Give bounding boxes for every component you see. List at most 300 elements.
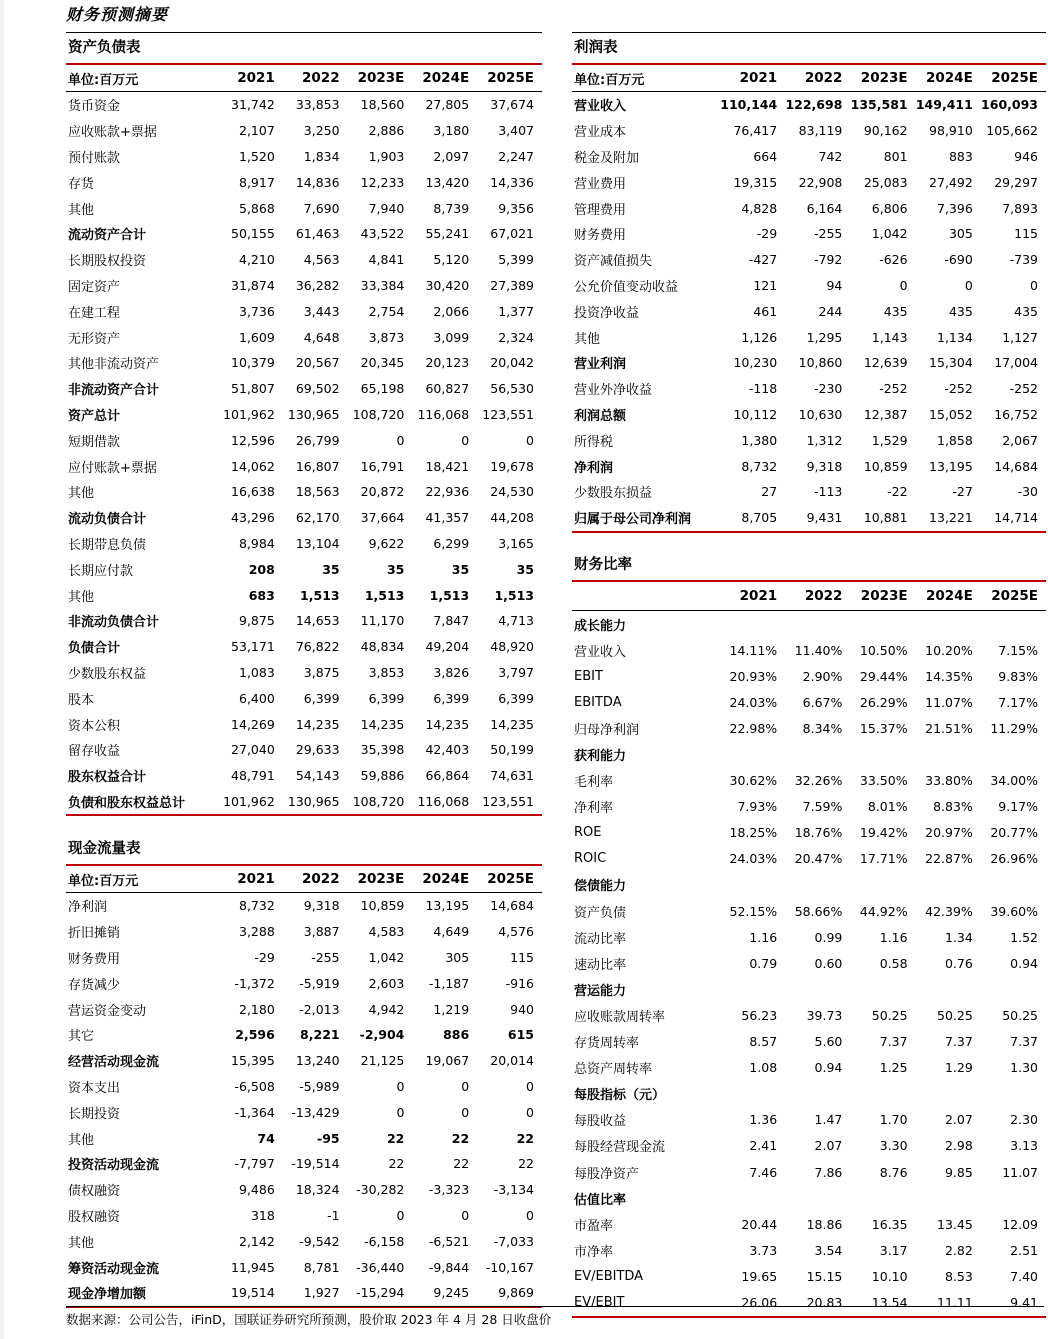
row-label: 长期带息负债 <box>68 537 147 553</box>
year-header: 2025E <box>477 866 542 893</box>
value-cell: 20,872 <box>360 484 405 500</box>
value-cell: 435 <box>948 303 973 319</box>
year-header: 2021 <box>720 65 785 92</box>
value-cell: 14,336 <box>490 174 534 190</box>
year-header: 2022 <box>785 582 850 611</box>
value-cell: 10.10 <box>871 1268 908 1284</box>
value-cell: -230 <box>814 381 843 397</box>
value-cell: -36,440 <box>356 1259 405 1275</box>
value-cell: 8,917 <box>239 174 275 190</box>
value-cell: 18.76% <box>794 825 843 841</box>
value-cell: 13.45 <box>937 1216 973 1232</box>
row-label: 非流动资产合计 <box>68 383 160 399</box>
value-cell: 13,420 <box>425 174 470 190</box>
value-cell: 61,463 <box>295 226 340 242</box>
row-label: EBIT <box>574 668 603 684</box>
value-cell: 13,195 <box>929 458 973 474</box>
value-cell: 1,295 <box>806 329 843 345</box>
value-cell: 16,807 <box>295 458 340 474</box>
value-cell: 14,714 <box>994 510 1038 526</box>
value-cell: 83,119 <box>798 123 843 139</box>
value-cell: 11,945 <box>231 1259 275 1275</box>
row-label: 股权融资 <box>68 1209 121 1225</box>
value-cell: 3.73 <box>749 1242 778 1258</box>
row-label: 市净率 <box>574 1244 614 1260</box>
value-cell: 42,403 <box>425 742 470 758</box>
value-cell: -6,508 <box>234 1078 275 1094</box>
value-cell: 74 <box>257 1130 275 1146</box>
row-label: EV/EBITDA <box>574 1268 644 1284</box>
value-cell: 2,107 <box>239 123 275 139</box>
value-cell: -2,013 <box>299 1001 340 1017</box>
value-cell <box>981 1081 1046 1107</box>
value-cell: -118 <box>748 381 778 397</box>
value-cell <box>850 1081 915 1107</box>
value-cell: 6,806 <box>871 200 908 216</box>
row-label: 流动负债合计 <box>68 512 147 528</box>
value-cell: -1 <box>327 1207 340 1223</box>
row-label: 存货周转率 <box>574 1036 640 1052</box>
value-cell <box>720 976 785 1002</box>
value-cell: 62,170 <box>295 510 340 526</box>
row-label: 市盈率 <box>574 1218 614 1234</box>
value-cell: 15,052 <box>929 406 973 422</box>
value-cell: 135,581 <box>850 97 908 113</box>
year-header: 2023E <box>348 866 413 893</box>
value-cell: 6,399 <box>498 690 534 706</box>
value-cell: 22,908 <box>798 174 843 190</box>
value-cell: 6,399 <box>368 690 405 706</box>
value-cell: 4,576 <box>498 924 534 940</box>
row-label: 长期投资 <box>68 1106 121 1122</box>
value-cell: 10,881 <box>863 510 908 526</box>
row-label: 其它 <box>68 1029 95 1045</box>
row-label: 固定资产 <box>68 279 121 295</box>
value-cell: 1,042 <box>368 949 405 965</box>
value-cell: 35 <box>322 561 340 577</box>
value-cell: -252 <box>879 381 908 397</box>
value-cell: 5,399 <box>498 252 534 268</box>
value-cell: 3,873 <box>368 329 405 345</box>
value-cell <box>916 741 981 767</box>
value-cell: 0 <box>396 1104 405 1120</box>
row-label: 每股经营现金流 <box>574 1140 666 1156</box>
value-cell: 9.41 <box>1010 1294 1038 1310</box>
value-cell: 2.90% <box>802 668 843 684</box>
value-cell: 7.37 <box>1010 1034 1038 1050</box>
row-label: 财务费用 <box>574 228 627 244</box>
value-cell: 1,513 <box>494 587 534 603</box>
row-label: 存货减少 <box>68 977 121 993</box>
value-cell <box>916 1081 981 1107</box>
value-cell: -255 <box>814 226 843 242</box>
row-label: 短期借款 <box>68 434 121 450</box>
value-cell: 3.30 <box>879 1138 908 1154</box>
value-cell: 7.37 <box>944 1034 973 1050</box>
unit-label <box>572 582 720 611</box>
value-cell: 1,903 <box>368 148 405 164</box>
value-cell <box>720 1185 785 1211</box>
value-cell: 1,520 <box>239 148 275 164</box>
row-label: 折旧摊销 <box>68 926 121 942</box>
value-cell: 12,639 <box>863 355 908 371</box>
value-cell: 3,180 <box>433 123 470 139</box>
value-cell: 318 <box>250 1207 275 1223</box>
value-cell: 1.08 <box>749 1060 778 1076</box>
row-label: 其他 <box>68 1235 95 1251</box>
value-cell: 14,269 <box>231 716 275 732</box>
row-label: 营业费用 <box>574 176 627 192</box>
value-cell: 7,690 <box>303 200 340 216</box>
row-label: 负债和股东权益总计 <box>68 795 186 811</box>
value-cell: -19,514 <box>291 1156 340 1172</box>
value-cell <box>785 1081 850 1107</box>
value-cell: 123,551 <box>482 793 534 809</box>
value-cell: 48,920 <box>490 639 534 655</box>
value-cell: 29,633 <box>295 742 340 758</box>
value-cell: 6.67% <box>802 694 843 710</box>
value-cell: 18,324 <box>295 1182 340 1198</box>
value-cell: 98,910 <box>929 123 973 139</box>
value-cell: 305 <box>948 226 973 242</box>
value-cell: 11.07 <box>1002 1164 1038 1180</box>
value-cell: 0 <box>461 1078 470 1094</box>
year-header: 2024E <box>916 65 981 92</box>
value-cell: 2,754 <box>368 303 405 319</box>
year-header: 2024E <box>916 582 981 611</box>
value-cell: 18.25% <box>729 825 778 841</box>
value-cell: 22.98% <box>729 720 778 736</box>
section-label: 营运能力 <box>574 983 627 999</box>
value-cell <box>785 611 850 637</box>
value-cell: 1,927 <box>303 1285 340 1301</box>
row-label: 资本支出 <box>68 1080 121 1096</box>
value-cell: 2,886 <box>368 123 405 139</box>
value-cell: 14,235 <box>360 716 405 732</box>
value-cell: 1,380 <box>741 432 778 448</box>
value-cell: 37,664 <box>360 510 405 526</box>
row-label: 留存收益 <box>68 744 121 760</box>
row-label: 其他 <box>68 1132 95 1148</box>
value-cell: 8,221 <box>300 1027 340 1043</box>
value-cell: 9,356 <box>498 200 534 216</box>
value-cell: 8,732 <box>741 458 778 474</box>
value-cell: 1,083 <box>239 664 275 680</box>
value-cell: 1,126 <box>741 329 778 345</box>
row-label: 其他非流动资产 <box>68 357 160 373</box>
value-cell: 615 <box>507 1027 534 1043</box>
value-cell: 13.54 <box>871 1294 908 1310</box>
value-cell: 10,860 <box>798 355 843 371</box>
row-label: 其他 <box>68 589 95 605</box>
value-cell: -252 <box>1009 381 1038 397</box>
value-cell: 50,199 <box>490 742 534 758</box>
cash-flow-panel <box>66 834 542 1308</box>
value-cell: 7.17% <box>998 694 1038 710</box>
year-header: 2021 <box>218 65 283 92</box>
value-cell: 101,962 <box>223 793 275 809</box>
value-cell: 9,875 <box>239 613 275 629</box>
row-label: 非流动负债合计 <box>68 615 160 631</box>
value-cell: 16,752 <box>994 406 1038 422</box>
value-cell: 9,318 <box>303 898 340 914</box>
value-cell: 15,395 <box>231 1053 275 1069</box>
value-cell: 20,042 <box>490 355 534 371</box>
value-cell: 8.34% <box>802 720 843 736</box>
value-cell: 16,638 <box>231 484 275 500</box>
value-cell: 0 <box>396 1207 405 1223</box>
row-label: 流动比率 <box>574 931 627 947</box>
value-cell: 1,513 <box>429 587 470 603</box>
value-cell: 110,144 <box>720 97 778 113</box>
row-label: 现金净增加额 <box>68 1287 147 1303</box>
page-edge <box>0 0 4 1339</box>
value-cell: 108,720 <box>352 793 405 809</box>
row-label: 资本公积 <box>68 718 121 734</box>
year-header: 2023E <box>850 65 915 92</box>
value-cell: 1.25 <box>879 1060 908 1076</box>
value-cell: 18,563 <box>295 484 340 500</box>
value-cell: 121 <box>753 277 778 293</box>
row-label: 应收账款周转率 <box>574 1009 666 1025</box>
value-cell: 664 <box>753 148 778 164</box>
unit-label: 单位:百万元 <box>66 65 218 92</box>
row-label: 速动比率 <box>574 957 627 973</box>
value-cell: 20,345 <box>360 355 405 371</box>
value-cell: 3,250 <box>303 123 340 139</box>
value-cell: 50.25 <box>1002 1007 1038 1023</box>
value-cell: 11,170 <box>360 613 405 629</box>
row-label: 毛利率 <box>574 775 614 791</box>
value-cell: 65,198 <box>360 381 405 397</box>
value-cell: 39.73 <box>806 1007 843 1023</box>
row-label: 投资活动现金流 <box>68 1158 160 1174</box>
value-cell: 7,893 <box>1002 200 1038 216</box>
value-cell: 1,858 <box>937 432 973 448</box>
value-cell: 8.01% <box>867 799 908 815</box>
cash-flow-title: 现金流量表 <box>68 840 141 857</box>
row-label: 资产总计 <box>68 408 121 424</box>
value-cell: 33.50% <box>859 773 908 789</box>
value-cell: 32.26% <box>794 773 843 789</box>
value-cell: 0 <box>461 1104 470 1120</box>
value-cell: 10,859 <box>863 458 908 474</box>
value-cell: 4,942 <box>368 1001 405 1017</box>
value-cell: 1.47 <box>814 1112 843 1128</box>
row-label: 应收账款+票据 <box>68 125 157 141</box>
value-cell: 7.37 <box>879 1034 908 1050</box>
value-cell: 7.15% <box>998 642 1038 658</box>
value-cell: 20,123 <box>425 355 470 371</box>
value-cell: 6,399 <box>433 690 470 706</box>
value-cell: 4,649 <box>433 924 470 940</box>
value-cell: -29 <box>756 226 778 242</box>
value-cell: 3,797 <box>498 664 534 680</box>
value-cell: 0.94 <box>1010 955 1038 971</box>
row-label: 债权融资 <box>68 1184 121 1200</box>
value-cell: 50.25 <box>871 1007 908 1023</box>
row-label: 少数股东权益 <box>68 666 147 682</box>
value-cell: 9,318 <box>806 458 843 474</box>
row-label: 财务费用 <box>68 951 121 967</box>
value-cell: 33,384 <box>360 277 405 293</box>
value-cell: 12.09 <box>1002 1216 1038 1232</box>
value-cell: 0 <box>461 432 470 448</box>
value-cell: 1,127 <box>1002 329 1038 345</box>
value-cell: 19,514 <box>231 1285 275 1301</box>
value-cell: 122,698 <box>785 97 843 113</box>
value-cell: 22.87% <box>925 851 973 867</box>
value-cell: 11.07% <box>925 694 973 710</box>
value-cell: 13,195 <box>425 898 470 914</box>
value-cell: 1.52 <box>1010 929 1038 945</box>
balance-sheet-title: 资产负债表 <box>66 32 542 63</box>
value-cell: 1.29 <box>944 1060 973 1076</box>
value-cell: 48,834 <box>360 639 405 655</box>
value-cell: 26,799 <box>295 432 340 448</box>
value-cell: -9,844 <box>428 1259 470 1275</box>
value-cell: 50.25 <box>937 1007 973 1023</box>
value-cell <box>720 1081 785 1107</box>
value-cell: 123,551 <box>482 406 534 422</box>
section-label: 估值比率 <box>574 1192 627 1208</box>
value-cell: 3,407 <box>498 123 534 139</box>
value-cell: 2,067 <box>1002 432 1038 448</box>
value-cell: -10,167 <box>485 1259 534 1275</box>
value-cell: -30,282 <box>356 1182 405 1198</box>
value-cell: 6,164 <box>806 200 843 216</box>
year-header: 2022 <box>283 65 348 92</box>
value-cell: 3,288 <box>239 924 275 940</box>
unit-label: 单位:百万元 <box>66 866 218 893</box>
value-cell: 14,062 <box>231 458 275 474</box>
row-label: 营业外净收益 <box>574 383 653 399</box>
value-cell <box>720 611 785 637</box>
value-cell: 0.94 <box>814 1060 843 1076</box>
row-label: 管理费用 <box>574 202 627 218</box>
row-label: 筹资活动现金流 <box>68 1261 160 1277</box>
value-cell: 24,530 <box>490 484 534 500</box>
page-title: 财务预测摘要 <box>66 5 169 24</box>
value-cell: 1.30 <box>1010 1060 1038 1076</box>
value-cell: 7,940 <box>368 200 405 216</box>
value-cell: 50,155 <box>231 226 275 242</box>
income-statement-table <box>572 63 1046 533</box>
value-cell: 3,853 <box>368 664 405 680</box>
value-cell: 67,021 <box>490 226 534 242</box>
value-cell: 37,674 <box>490 97 534 113</box>
value-cell <box>981 1185 1046 1211</box>
value-cell: 0.99 <box>814 929 843 945</box>
unit-label: 单位:百万元 <box>572 65 720 92</box>
row-label: 投资净收益 <box>574 305 640 321</box>
year-header: 2024E <box>412 65 477 92</box>
value-cell: -3,134 <box>493 1182 534 1198</box>
value-cell: 9,622 <box>368 535 405 551</box>
value-cell: 8.57 <box>749 1034 778 1050</box>
value-cell: 1,312 <box>806 432 843 448</box>
value-cell: 3,887 <box>303 924 340 940</box>
section-label: 每股指标（元） <box>574 1088 666 1104</box>
value-cell: 683 <box>248 587 275 603</box>
value-cell: 2.82 <box>944 1242 973 1258</box>
value-cell: 1,042 <box>871 226 908 242</box>
value-cell: 90,162 <box>863 123 908 139</box>
value-cell: -739 <box>1009 252 1038 268</box>
year-header: 2022 <box>283 866 348 893</box>
value-cell: 0 <box>396 1078 405 1094</box>
value-cell: 20.97% <box>925 825 973 841</box>
year-header: 2025E <box>981 65 1046 92</box>
value-cell: 2.30 <box>1010 1112 1038 1128</box>
value-cell: 52.15% <box>729 903 778 919</box>
row-label: 每股净资产 <box>574 1166 640 1182</box>
value-cell: 55,241 <box>425 226 470 242</box>
value-cell <box>981 611 1046 637</box>
value-cell: 10.20% <box>925 642 973 658</box>
row-label: 总资产周转率 <box>574 1062 653 1078</box>
value-cell <box>850 872 915 898</box>
value-cell: 20.47% <box>794 851 843 867</box>
value-cell: 14,653 <box>295 613 340 629</box>
value-cell: 435 <box>883 303 908 319</box>
value-cell: 116,068 <box>417 793 470 809</box>
row-label: 应付账款+票据 <box>68 460 157 476</box>
value-cell: 24.03% <box>729 694 778 710</box>
value-cell: 0 <box>396 432 405 448</box>
row-label: 其他 <box>574 331 601 347</box>
value-cell: 149,411 <box>915 97 973 113</box>
value-cell: 742 <box>818 148 843 164</box>
value-cell: 17,004 <box>994 355 1038 371</box>
value-cell: 4,828 <box>741 200 778 216</box>
value-cell: 5.60 <box>814 1034 843 1050</box>
value-cell: 22 <box>388 1156 405 1172</box>
row-label: 货币资金 <box>68 99 121 115</box>
year-header: 2025E <box>477 65 542 92</box>
value-cell: 27,805 <box>425 97 470 113</box>
value-cell: 53,171 <box>231 639 275 655</box>
value-cell: 8,732 <box>239 898 275 914</box>
value-cell: 2,142 <box>239 1233 275 1249</box>
value-cell: 3,826 <box>433 664 470 680</box>
value-cell: 461 <box>753 303 778 319</box>
value-cell: 22 <box>451 1130 470 1146</box>
value-cell: 0 <box>964 277 973 293</box>
value-cell: 22 <box>518 1156 534 1172</box>
row-label: 负债合计 <box>68 641 121 657</box>
value-cell: 59,886 <box>360 768 405 784</box>
value-cell: -30 <box>1017 484 1038 500</box>
value-cell: 3.17 <box>879 1242 908 1258</box>
value-cell: 74,631 <box>490 768 534 784</box>
value-cell: 31,742 <box>231 97 275 113</box>
value-cell: 1,513 <box>364 587 405 603</box>
value-cell: 2,180 <box>239 1001 275 1017</box>
value-cell: 2,097 <box>433 148 470 164</box>
value-cell: -22 <box>887 484 908 500</box>
value-cell: 305 <box>445 949 470 965</box>
value-cell: 946 <box>1014 148 1038 164</box>
value-cell: 5,120 <box>433 252 470 268</box>
year-header: 2025E <box>981 582 1046 611</box>
value-cell: 20,014 <box>490 1053 534 1069</box>
value-cell: 0.79 <box>749 955 778 971</box>
value-cell: 29.44% <box>859 668 908 684</box>
value-cell: 14.11% <box>729 642 778 658</box>
row-label: 所得税 <box>574 434 614 450</box>
value-cell: 20.44 <box>741 1216 778 1232</box>
